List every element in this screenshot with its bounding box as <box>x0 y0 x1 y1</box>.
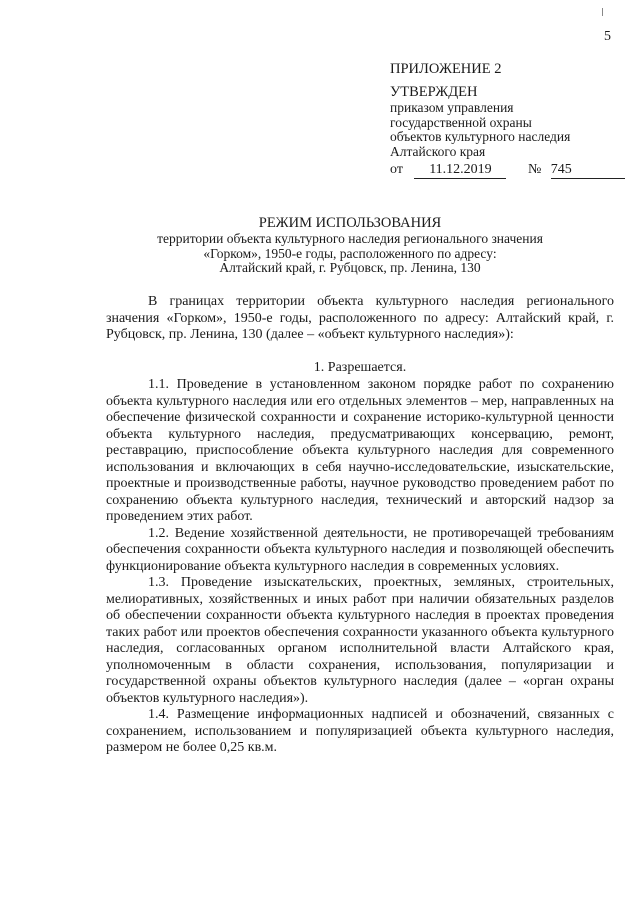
section-heading: 1. Разрешается. <box>313 359 407 375</box>
order-line: Алтайского края <box>390 143 486 159</box>
approved-label: УТВЕРЖДЕН <box>390 84 478 100</box>
document-title: РЕЖИМ ИСПОЛЬЗОВАНИЯ <box>258 215 442 231</box>
title-subline: территории объекта культурного наследия регионального значения <box>157 231 543 246</box>
order-number: 745 <box>551 162 625 179</box>
order-line: государственной охраны <box>390 114 532 130</box>
number-label: № <box>527 162 542 177</box>
title-subline: Алтайский край, г. Рубцовск, пр. Ленина, 130 <box>219 260 481 275</box>
clause-1-3: 1.3. Проведение изыскательских, проектных, земляных, строительных, мелиоративных, хозяйственных и иных работ при наличии обязательных разделов об обеспечении сохранности объекта культурного наследия в проектах проведения таких работ или проектов обеспечения сохранности указанного объекта культурного наследия, согласованных органом исполнительной власти Алтайского края, уполномоченным в области сохранения, использования, популяризации и государственной охраны объектов культурного наследия (далее – «орган охраны объектов культурного наследия»). <box>106 575 614 706</box>
appendix-label: ПРИЛОЖЕНИЕ 2 <box>390 61 502 77</box>
approval-block <box>390 61 630 179</box>
clause-1-4: 1.4. Размещение информационных надписей и обозначений, связанных с сохранением, использованием и популяризацией объекта культурного наследия, размером не более 0,25 кв.м. <box>106 707 614 755</box>
title-subline: «Горком», 1950-е годы, расположенного по адресу: <box>203 245 497 261</box>
order-date: 11.12.2019 <box>414 162 506 179</box>
document-title-block <box>70 215 630 276</box>
date-label: от <box>390 162 403 177</box>
document-body <box>106 294 614 757</box>
intro-paragraph: В границах территории объекта культурного наследия регионального значения «Горком», 1950-е годы, расположенного по адресу: Алтайский край, г. Рубцовск, пр. Ленина, 130 (далее – «объект культурного наследия»): <box>106 294 614 342</box>
clause-1-2: 1.2. Ведение хозяйственной деятельности, не противоречащей требованиям обеспечения сохранности объекта культурного наследия и позволяющей обеспечить функционирование объекта культурного наследия в современных условиях. <box>106 525 614 574</box>
scan-mark <box>602 8 603 16</box>
page-number: 5 <box>604 29 611 44</box>
order-date-row <box>390 162 630 179</box>
order-line: объектов культурного наследия <box>390 129 571 144</box>
order-line: приказом управления <box>390 100 514 115</box>
clause-1-1: 1.1. Проведение в установленном законом порядке работ по сохранению объекта культурного наследия или его отдельных элементов – мер, направленных на обеспечение физической сохранности и сохранение историко-культурной ценности объекта культурного наследия, предусматривающих консервацию, ремонт, реставрацию, приспособление объекта культурного наследия для современного использования и включающих в себя научно-исследовательские, изыскательские, проектные и производственные работы, научное руководство проведением работ по сохранению объекта культурного наследия, технический и авторский надзор за проведением этих работ. <box>106 377 614 524</box>
